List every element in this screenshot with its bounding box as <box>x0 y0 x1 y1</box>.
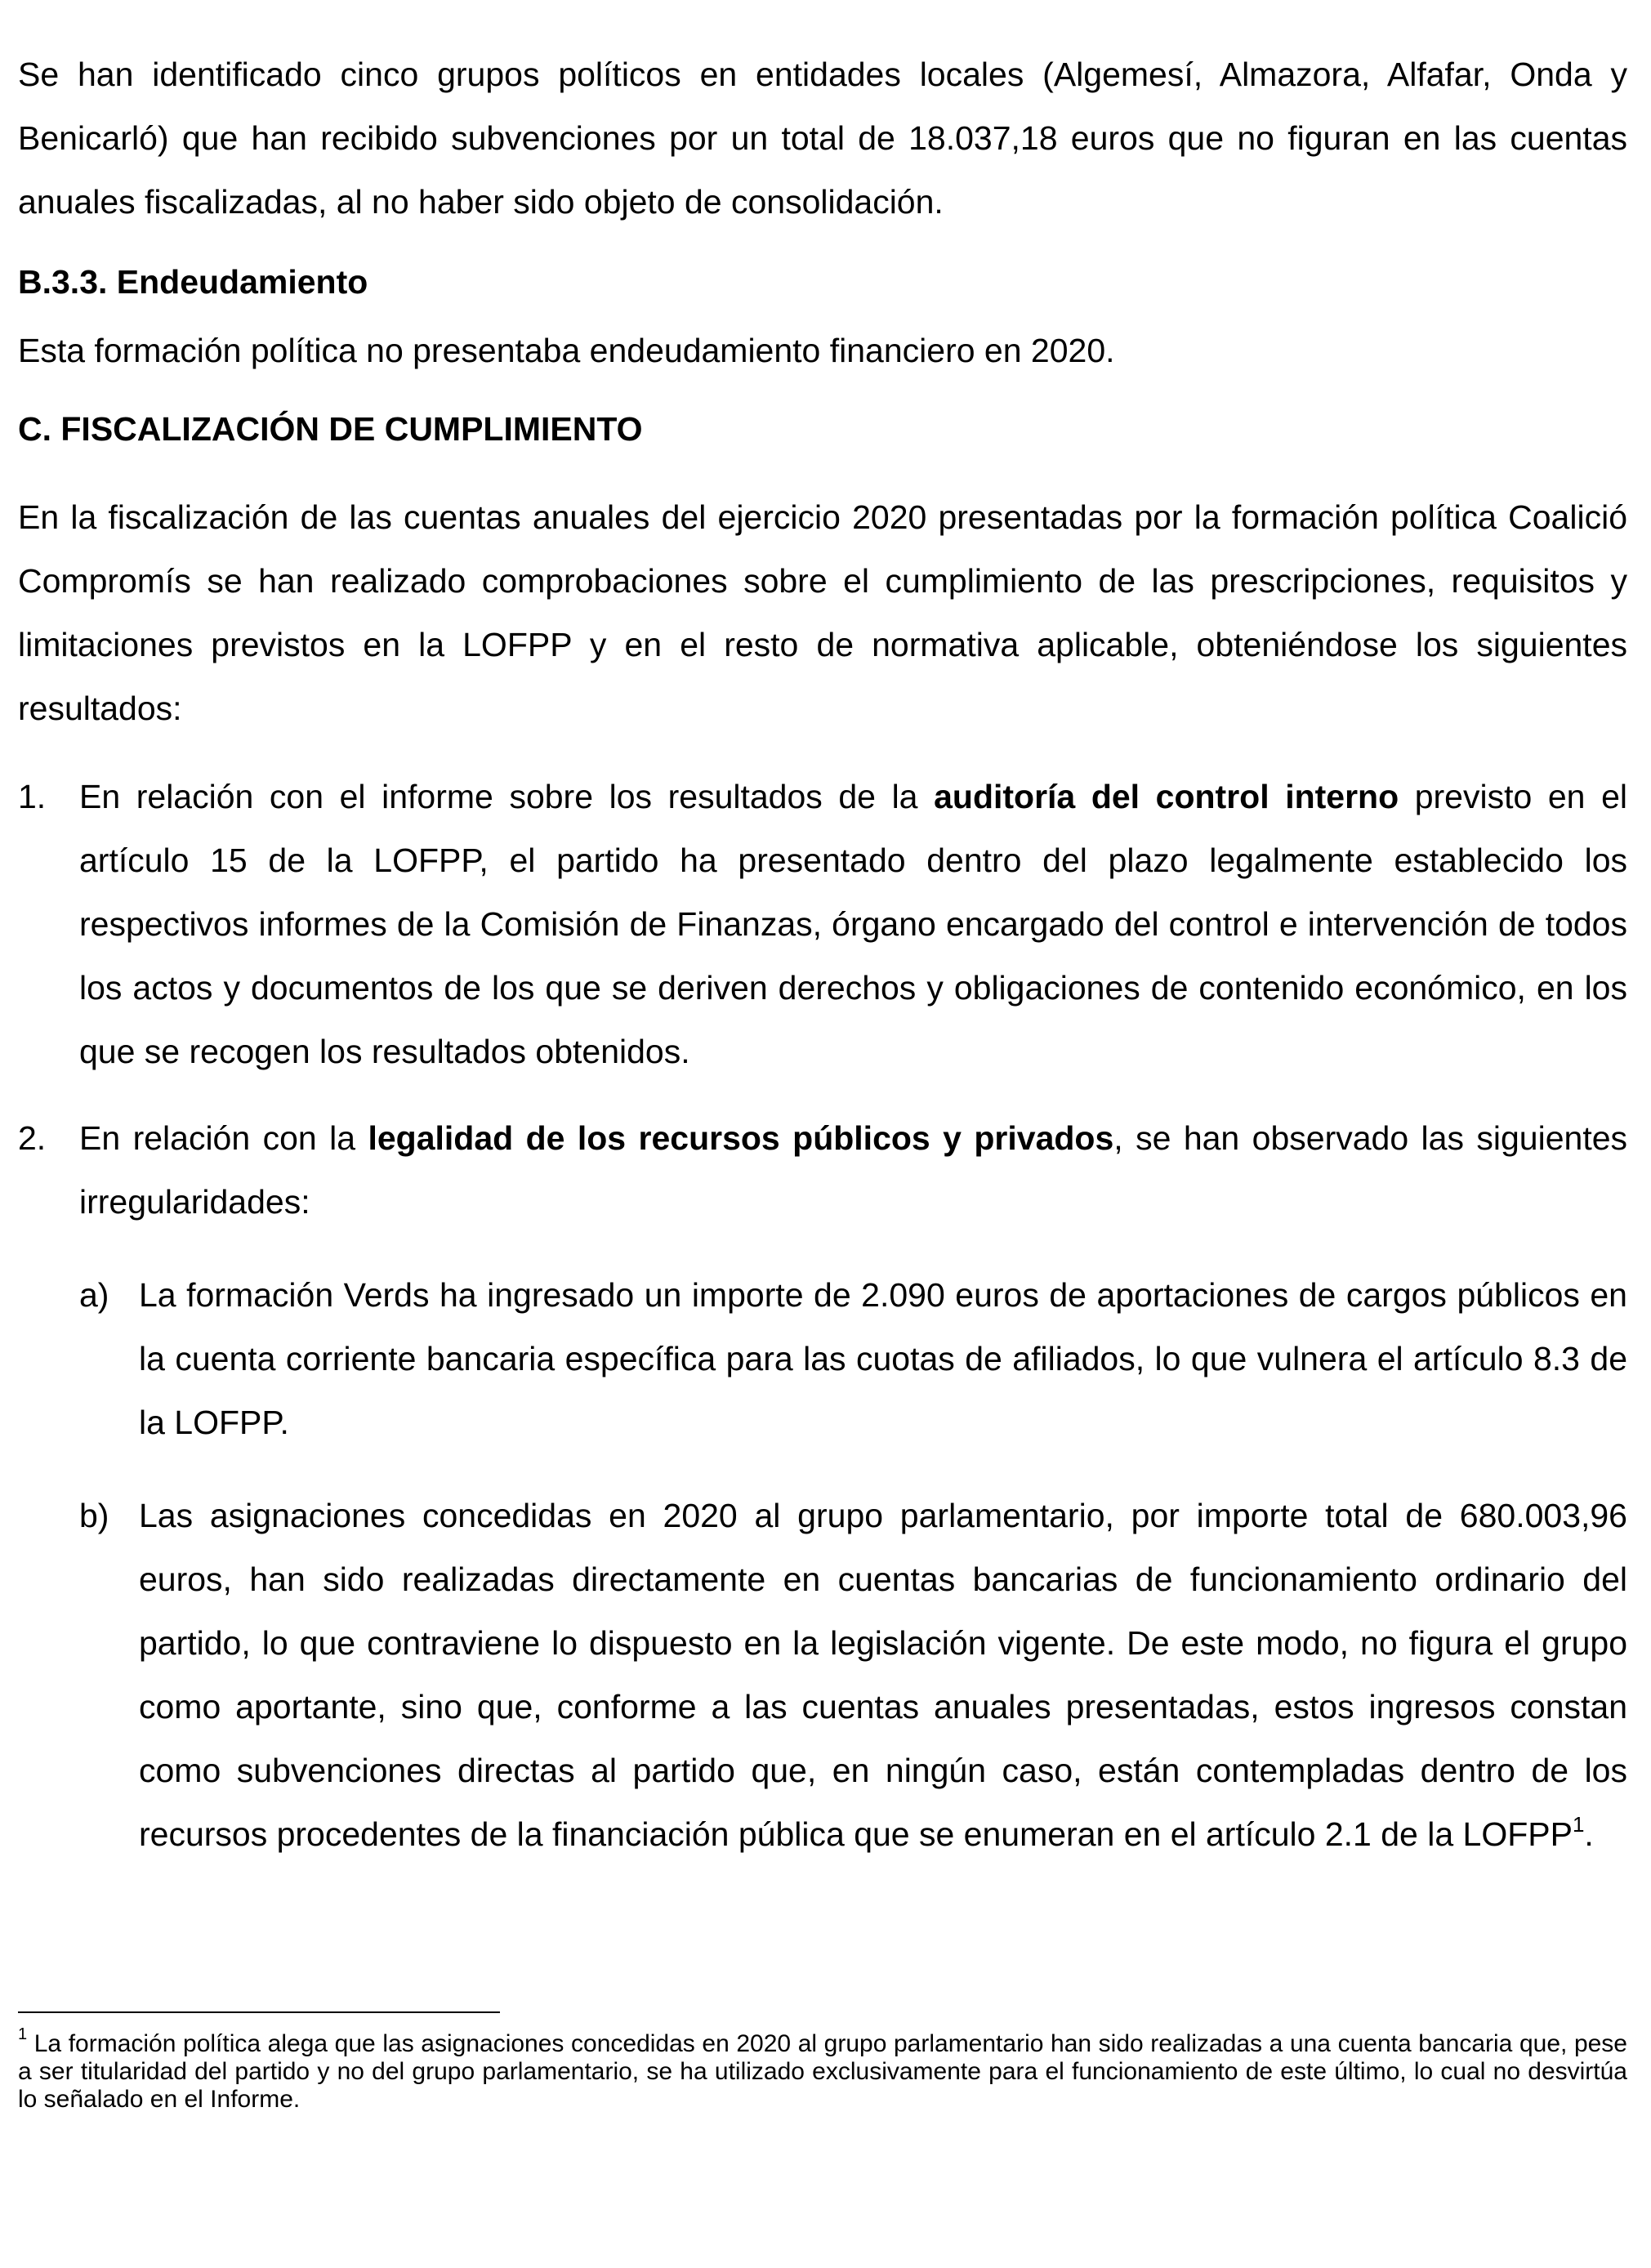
footnote-separator <box>18 2011 500 2013</box>
sub-marker: a) <box>79 1276 109 1314</box>
endeudamiento-paragraph: Esta formación política no presentaba endeudamiento financiero en 2020. <box>18 332 1115 369</box>
footnote-number: 1 <box>18 2025 28 2043</box>
sub-list <box>79 1263 1627 1866</box>
list-item-1 <box>18 765 1627 1083</box>
sub-item-a <box>79 1263 1627 1454</box>
fiscalizacion-paragraph: En la fiscalización de las cuentas anuales del ejercicio 2020 presentadas por la formación política Coalició Compromís se han realizado comprobaciones sobre el cumplimiento de las prescripciones, requisitos y limitaciones previstos en la LOFPP y en el resto de normativa aplicable, obteniéndose los siguientes resultados: <box>18 498 1627 727</box>
heading-endeudamiento: B.3.3. Endeudamiento <box>18 263 368 301</box>
list-marker: 2. <box>18 1119 47 1157</box>
footnote-text: La formación política alega que las asignaciones concedidas en 2020 al grupo parlamentario han sido realizadas a una cuenta bancaria que, pese a ser titularidad del partido y no del grupo parlamentario, se ha utilizado exclusivamente para el funcionamiento de este último, lo cual no desvirtúa lo señalado en el Informe. <box>18 2030 1627 2113</box>
list-item-text: En relación con la legalidad de los recursos públicos y privados, se han observado las siguientes irregularidades: <box>79 1119 1628 1221</box>
footnote <box>18 2025 1627 2114</box>
list-marker: 1. <box>18 778 47 815</box>
sub-item-text: La formación Verds ha ingresado un importe de 2.090 euros de aportaciones de cargos públicos en la cuenta corriente bancaria específica para las cuotas de afiliados, lo que vulnera el artículo 8.3 de la LOFPP. <box>139 1276 1627 1441</box>
heading-fiscalizacion-cumplimiento: C. FISCALIZACIÓN DE CUMPLIMIENTO <box>18 410 643 448</box>
document-body <box>18 42 1627 1895</box>
sub-marker: b) <box>79 1497 109 1534</box>
list-item-text: En relación con el informe sobre los resultados de la auditoría del control interno previsto en el artículo 15 de la LOFPP, el partido ha presentado dentro del plazo legalmente establecido los respectivos informes de la Comisión de Finanzas, órgano encargado del control e intervención de todos los actos y documentos de los que se deriven derechos y obligaciones de contenido económico, en los que se recogen los resultados obtenidos. <box>79 778 1627 1070</box>
bold-term: legalidad de los recursos públicos y privados <box>368 1119 1114 1157</box>
intro-paragraph: Se han identificado cinco grupos políticos en entidades locales (Algemesí, Almazora, Alfafar, Onda y Benicarló) que han recibido subvenciones por un total de 18.037,18 euros que no figuran en las cuentas anuales fiscalizadas, al no haber sido objeto de consolidación. <box>18 56 1627 221</box>
footnote-ref[interactable]: 1 <box>1572 1812 1585 1837</box>
list-item-2 <box>18 1106 1627 1866</box>
sub-item-text: Las asignaciones concedidas en 2020 al grupo parlamentario, por importe total de 680.003,96 euros, han sido realizadas directamente en cuentas bancarias de funcionamiento ordinario del partido, lo que contraviene lo dispuesto en la legislación vigente. De este modo, no figura el grupo como aportante, sino que, conforme a las cuentas anuales presentadas, estos ingresos constan como subvenciones directas al partido que, en ningún caso, están contempladas dentro de los recursos procedentes de la financiación pública que se enumeran en el artículo 2.1 de la LOFPP$^1$. <box>139 1497 1627 1853</box>
sub-item-b <box>79 1484 1627 1866</box>
bold-term: auditoría del control interno <box>934 778 1399 815</box>
